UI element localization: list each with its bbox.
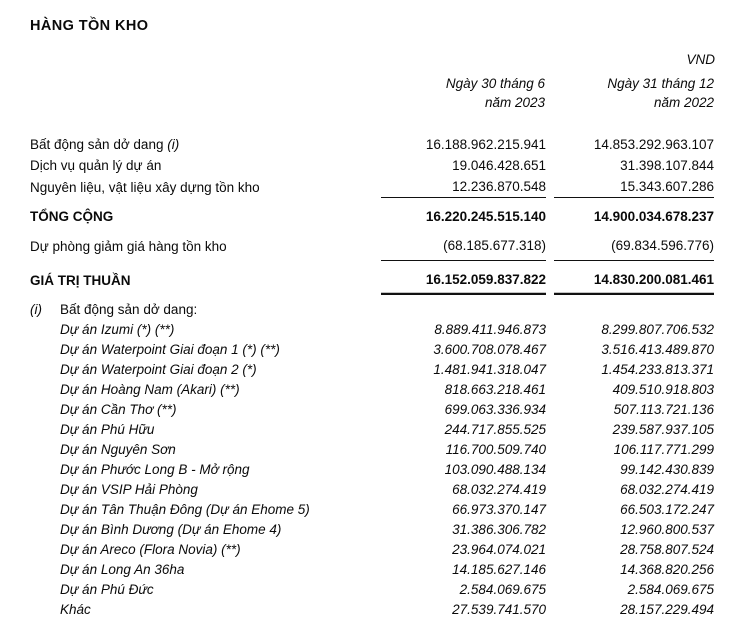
row-label-text: GIÁ TRỊ THUẦN: [30, 272, 131, 288]
spacer-cell: [546, 500, 554, 520]
spacer-cell: [374, 420, 381, 440]
row-note-marker: (i): [167, 137, 180, 152]
page-title: HÀNG TỒN KHO: [30, 18, 149, 34]
table-row: [30, 380, 714, 400]
spacer-cell: [546, 231, 554, 261]
project-value-period-2: 3.516.413.489.870: [601, 342, 714, 357]
spacer-cell: [374, 400, 381, 420]
spacer-cell: [374, 155, 381, 176]
column-header-period-2-line2: năm 2022: [653, 95, 714, 110]
table-row: [30, 520, 714, 540]
project-value-period-2: 409.510.918.803: [612, 382, 714, 397]
spacer-cell: [546, 155, 554, 176]
table-row: [30, 360, 714, 380]
footnote-marker: (i): [30, 302, 42, 317]
inventory-summary-table: [30, 134, 714, 295]
row-value-period-2: 15.343.607.286: [620, 179, 714, 194]
project-value-period-2: 8.299.807.706.532: [601, 322, 714, 337]
spacer-cell: [374, 480, 381, 500]
project-value-period-1: 244.717.855.525: [444, 422, 546, 437]
project-value-period-2: 239.587.937.105: [612, 422, 714, 437]
table-row: [30, 155, 714, 176]
column-header-period-2: [534, 74, 714, 112]
spacer-cell: [374, 460, 381, 480]
footnote-detail-table: [30, 320, 714, 620]
spacer-cell: [546, 480, 554, 500]
spacer-cell: [546, 340, 554, 360]
row-value-period-1: 16.152.059.837.822: [381, 261, 546, 295]
column-header-period-1-line2: năm 2023: [484, 95, 545, 110]
spacer-cell: [546, 520, 554, 540]
project-name: Dự án Phước Long B - Mở rộng: [60, 462, 250, 477]
project-name: Dự án Cần Thơ (**): [60, 402, 177, 417]
project-value-period-1: 1.481.941.318.047: [433, 362, 546, 377]
project-value-period-2: 12.960.800.537: [620, 522, 714, 537]
project-value-period-1: 31.386.306.782: [452, 522, 546, 537]
project-value-period-1: 66.973.370.147: [452, 502, 546, 517]
column-header-period-1-line1: Ngày 30 tháng 6: [445, 76, 545, 91]
footnote-heading-row: [30, 300, 714, 320]
row-value-period-1: 19.046.428.651: [452, 158, 546, 173]
project-name: Dự án Areco (Flora Novia) (**): [60, 542, 241, 557]
spacer-cell: [546, 360, 554, 380]
spacer-cell: [546, 540, 554, 560]
spacer-cell: [374, 500, 381, 520]
row-label: [30, 134, 374, 155]
project-value-period-2: 507.113.721.136: [613, 402, 714, 417]
spacer-cell: [374, 540, 381, 560]
spacer-cell: [546, 440, 554, 460]
table-row: [30, 540, 714, 560]
project-value-period-1: 3.600.708.078.467: [433, 342, 546, 357]
table-row: [30, 420, 714, 440]
spacer-cell: [374, 380, 381, 400]
spacer-cell: [374, 560, 381, 580]
project-value-period-1: 14.185.627.146: [452, 562, 546, 577]
column-header-period-1: [365, 74, 545, 112]
table-row: [30, 580, 714, 600]
table-row: [30, 560, 714, 580]
table-row: [30, 400, 714, 420]
project-name: Dự án Izumi (*) (**): [60, 322, 175, 337]
spacer-cell: [374, 580, 381, 600]
footnote-detail-block: [30, 300, 714, 620]
row-label: [30, 155, 374, 176]
project-value-period-2: 2.584.069.675: [627, 582, 714, 597]
project-name: Dự án Hoàng Nam (Akari) (**): [60, 382, 240, 397]
project-name: Dự án Phú Đức: [60, 582, 154, 597]
spacer-cell: [374, 261, 381, 295]
project-name: Dự án Waterpoint Giai đoạn 1 (*) (**): [60, 342, 280, 357]
project-name: Dự án Waterpoint Giai đoạn 2 (*): [60, 362, 257, 377]
table-row: [30, 460, 714, 480]
project-value-period-2: 14.368.820.256: [620, 562, 714, 577]
spacer-cell: [546, 380, 554, 400]
project-value-period-2: 106.117.771.299: [613, 442, 714, 457]
row-value-period-1: 12.236.870.548: [452, 179, 546, 194]
table-row: [30, 600, 714, 620]
row-label-text: Dịch vụ quản lý dự án: [30, 158, 162, 173]
project-name: Dự án Bình Dương (Dự án Ehome 4): [60, 522, 282, 537]
table-row: [30, 134, 714, 155]
project-value-period-1: 8.889.411.946.873: [434, 322, 546, 337]
table-row-net-value: [30, 261, 714, 295]
row-value-period-2: 14.830.200.081.461: [554, 261, 714, 295]
project-value-period-2: 28.758.807.524: [620, 542, 714, 557]
footnote-heading-text: Bất động sản dở dang:: [60, 302, 198, 317]
table-row: [30, 480, 714, 500]
spacer-cell: [546, 600, 554, 620]
spacer-cell: [374, 360, 381, 380]
row-label: [30, 261, 374, 295]
spacer-cell: [374, 340, 381, 360]
column-header-period-2-line1: Ngày 31 tháng 12: [607, 76, 714, 91]
project-value-period-1: 23.964.074.021: [452, 542, 546, 557]
row-label: [30, 198, 374, 232]
project-value-period-1: 103.090.488.134: [444, 462, 546, 477]
currency-unit-label: VND: [686, 52, 715, 67]
table-row-provision: [30, 231, 714, 261]
project-name: Dự án VSIP Hải Phòng: [60, 482, 198, 497]
spacer-cell: [374, 176, 381, 198]
spacer-cell: [546, 560, 554, 580]
project-name: Dự án Nguyên Sơn: [60, 442, 176, 457]
row-label: [30, 231, 374, 261]
table-row: [30, 320, 714, 340]
spacer-cell: [546, 420, 554, 440]
project-value-period-2: 68.032.274.419: [620, 482, 714, 497]
row-label-text: TỔNG CỘNG: [30, 209, 114, 224]
spacer-cell: [374, 440, 381, 460]
project-value-period-1: 68.032.274.419: [452, 482, 546, 497]
spacer-cell: [374, 198, 381, 232]
project-name: Dự án Long An 36ha: [60, 562, 185, 577]
row-label-text: Nguyên liệu, vật liệu xây dựng tồn kho: [30, 179, 260, 195]
row-value-period-2: (69.834.596.776): [611, 238, 714, 253]
project-name: Khác: [60, 602, 91, 617]
spacer-cell: [546, 580, 554, 600]
row-value-period-1: 16.188.962.215.941: [425, 137, 546, 152]
row-value-period-2: 14.853.292.963.107: [593, 137, 714, 152]
project-value-period-2: 1.454.233.813.371: [601, 362, 714, 377]
project-value-period-1: 699.063.336.934: [444, 402, 546, 417]
spacer-cell: [374, 320, 381, 340]
spacer-cell: [546, 198, 554, 232]
row-value-period-2: 31.398.107.844: [620, 158, 714, 173]
spacer-cell: [546, 400, 554, 420]
spacer-cell: [374, 231, 381, 261]
spacer-cell: [546, 134, 554, 155]
spacer-cell: [374, 600, 381, 620]
project-name: Dự án Tân Thuận Đông (Dự án Ehome 5): [60, 502, 310, 517]
table-row: [30, 440, 714, 460]
spacer-cell: [546, 261, 554, 295]
table-row: [30, 340, 714, 360]
project-value-period-1: 116.700.509.740: [445, 442, 546, 457]
spacer-cell: [546, 460, 554, 480]
project-name: Dự án Phú Hữu: [60, 422, 155, 437]
spacer-cell: [374, 134, 381, 155]
project-value-period-2: 66.503.172.247: [620, 502, 714, 517]
row-label-text: Bất động sản dở dang: [30, 137, 164, 152]
project-value-period-1: 818.663.218.461: [444, 382, 546, 397]
spacer-cell: [546, 320, 554, 340]
row-label-text: Dự phòng giảm giá hàng tồn kho: [30, 238, 227, 254]
row-value-period-1: (68.185.677.318): [443, 238, 546, 253]
table-row-total: [30, 198, 714, 232]
row-label: [30, 176, 374, 198]
project-value-period-2: 28.157.229.494: [620, 602, 714, 617]
project-value-period-1: 27.539.741.570: [452, 602, 546, 617]
row-value-period-1: 16.220.245.515.140: [381, 198, 546, 232]
row-value-period-2: 14.900.034.678.237: [554, 198, 714, 232]
spacer-cell: [374, 520, 381, 540]
project-value-period-1: 2.584.069.675: [459, 582, 546, 597]
table-row: [30, 176, 714, 198]
spacer-cell: [546, 176, 554, 198]
project-value-period-2: 99.142.430.839: [620, 462, 714, 477]
table-row: [30, 500, 714, 520]
